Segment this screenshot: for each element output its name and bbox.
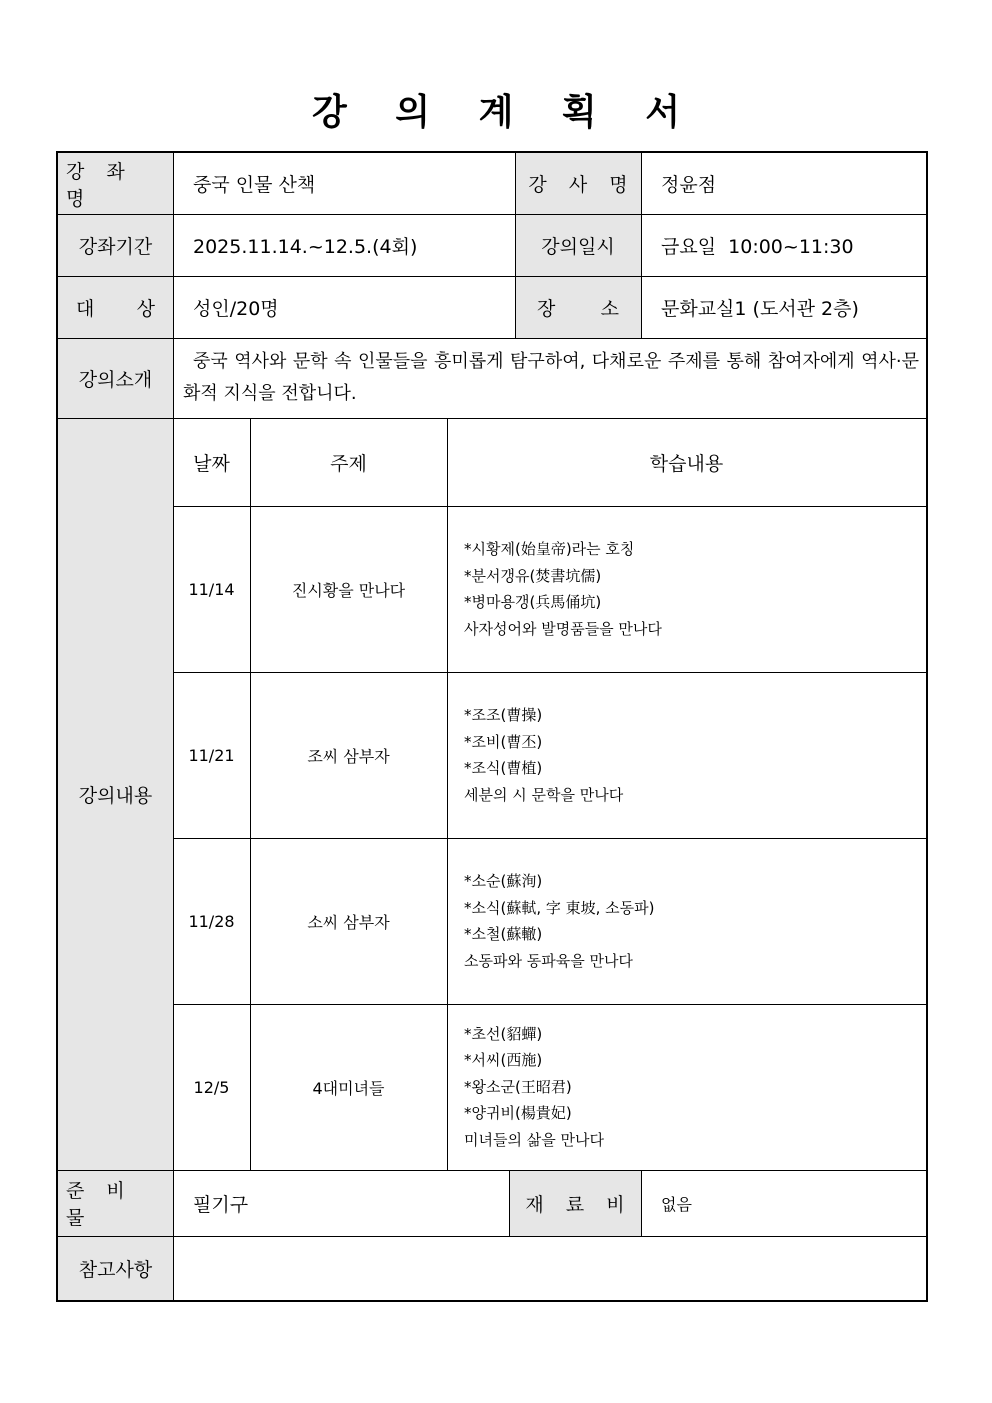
document-title: 강 의 계 획 서 bbox=[311, 92, 698, 133]
row-divider bbox=[58, 214, 926, 215]
period-value: 2025.11.14.~12.5.(4회) bbox=[193, 235, 418, 258]
intro-label: 강의소개 bbox=[58, 338, 173, 418]
col-divider bbox=[515, 153, 516, 338]
session-1-date: 11/14 bbox=[188, 579, 235, 599]
materials-label: 준 비 물 bbox=[58, 1170, 173, 1236]
session-2-content bbox=[464, 672, 924, 838]
session-4-content bbox=[464, 1004, 924, 1170]
session-2-line-2: *조비(曹丕) bbox=[464, 732, 543, 751]
session-4-line-2: *서씨(西施) bbox=[464, 1051, 543, 1070]
session-1-content bbox=[464, 506, 924, 672]
session-4-line-3: *왕소군(王昭君) bbox=[464, 1077, 572, 1096]
row-divider bbox=[58, 418, 926, 419]
target-label bbox=[58, 276, 173, 338]
location-label-char2: 소 bbox=[600, 297, 619, 320]
session-1-line-4: 사자성어와 발명품들을 만나다 bbox=[464, 619, 662, 638]
session-1-topic: 진시황을 만나다 bbox=[291, 580, 406, 600]
content-header: 학습내용 bbox=[649, 452, 724, 475]
session-1-line-2: *분서갱유(焚書坑儒) bbox=[464, 566, 602, 585]
session-2-date: 11/21 bbox=[188, 745, 235, 765]
session-1-line-1: *시황제(始皇帝)라는 호칭 bbox=[464, 540, 635, 558]
schedule-label: 강의일시 bbox=[515, 214, 641, 276]
session-3-line-2: *소식(蘇軾, 字 東坡, 소동파) bbox=[464, 898, 655, 917]
row-divider bbox=[58, 276, 926, 277]
instructor-label: 강 사 명 bbox=[515, 153, 641, 214]
lecture-label: 강의내용 bbox=[58, 418, 173, 1170]
notes-label: 참고사항 bbox=[58, 1236, 173, 1300]
location-value: 문화교실1 (도서관 2층) bbox=[661, 297, 859, 320]
course-name-value: 중국 인물 산책 bbox=[193, 174, 316, 196]
period-label: 강좌기간 bbox=[58, 214, 173, 276]
session-divider bbox=[173, 506, 926, 507]
schedule-value: 금요일 10:00~11:30 bbox=[661, 235, 854, 258]
session-4-topic: 4대미녀들 bbox=[312, 1078, 385, 1098]
fee-label: 재 료 비 bbox=[509, 1170, 641, 1236]
intro-text: 중국 역사와 문학 속 인물들을 흥미롭게 탐구하여, 다채로운 주제를 통해 참여자에게 역사·문화적 지식을 전합니다. bbox=[183, 351, 919, 404]
session-1-line-3: *병마용갱(兵馬俑坑) bbox=[464, 593, 602, 611]
session-2-topic: 조씨 삼부자 bbox=[307, 746, 390, 766]
col-divider bbox=[641, 153, 642, 338]
col-divider bbox=[173, 153, 174, 1300]
col-divider bbox=[641, 1170, 642, 1236]
session-divider bbox=[173, 1004, 926, 1005]
target-label-char1: 대 bbox=[76, 297, 95, 320]
session-2-line-3: *조식(曹植) bbox=[464, 759, 543, 777]
session-3-line-3: *소철(蘇轍) bbox=[464, 925, 543, 943]
session-divider bbox=[173, 838, 926, 839]
materials-value: 필기구 bbox=[193, 1193, 249, 1216]
col-divider bbox=[447, 418, 448, 1170]
row-divider bbox=[58, 1170, 926, 1171]
session-3-date: 11/28 bbox=[188, 911, 235, 931]
row-divider bbox=[58, 1236, 926, 1237]
session-divider bbox=[173, 672, 926, 673]
col-divider bbox=[509, 1170, 510, 1236]
session-2-line-1: *조조(曹操) bbox=[464, 706, 543, 724]
session-3-line-1: *소순(蘇洵) bbox=[464, 872, 543, 890]
notes-value bbox=[173, 1236, 926, 1300]
location-label-char1: 장 bbox=[537, 297, 556, 320]
session-4-line-5: 미녀들의 삶을 만나다 bbox=[464, 1130, 604, 1149]
session-3-content bbox=[464, 838, 924, 1004]
topic-header: 주제 bbox=[330, 452, 367, 475]
target-value: 성인/20명 bbox=[193, 297, 279, 320]
target-label-char2: 상 bbox=[136, 297, 155, 320]
session-4-date: 12/5 bbox=[193, 1077, 230, 1097]
session-3-topic: 소씨 삼부자 bbox=[307, 912, 390, 932]
instructor-value: 정윤점 bbox=[661, 174, 717, 196]
course-name-label: 강 좌 명 bbox=[58, 153, 173, 214]
session-3-line-4: 소동파와 동파육을 만나다 bbox=[464, 951, 633, 970]
location-label bbox=[515, 276, 641, 338]
lecture-plan-table bbox=[56, 151, 928, 1302]
session-4-line-4: *양귀비(楊貴妃) bbox=[464, 1104, 572, 1123]
session-2-line-4: 세분의 시 문학을 만나다 bbox=[464, 785, 624, 804]
row-divider bbox=[58, 338, 926, 339]
fee-value: 없음 bbox=[661, 1194, 692, 1214]
col-divider bbox=[250, 418, 251, 1170]
date-header: 날짜 bbox=[193, 452, 230, 475]
session-4-line-1: *초선(貂蟬) bbox=[464, 1024, 543, 1043]
